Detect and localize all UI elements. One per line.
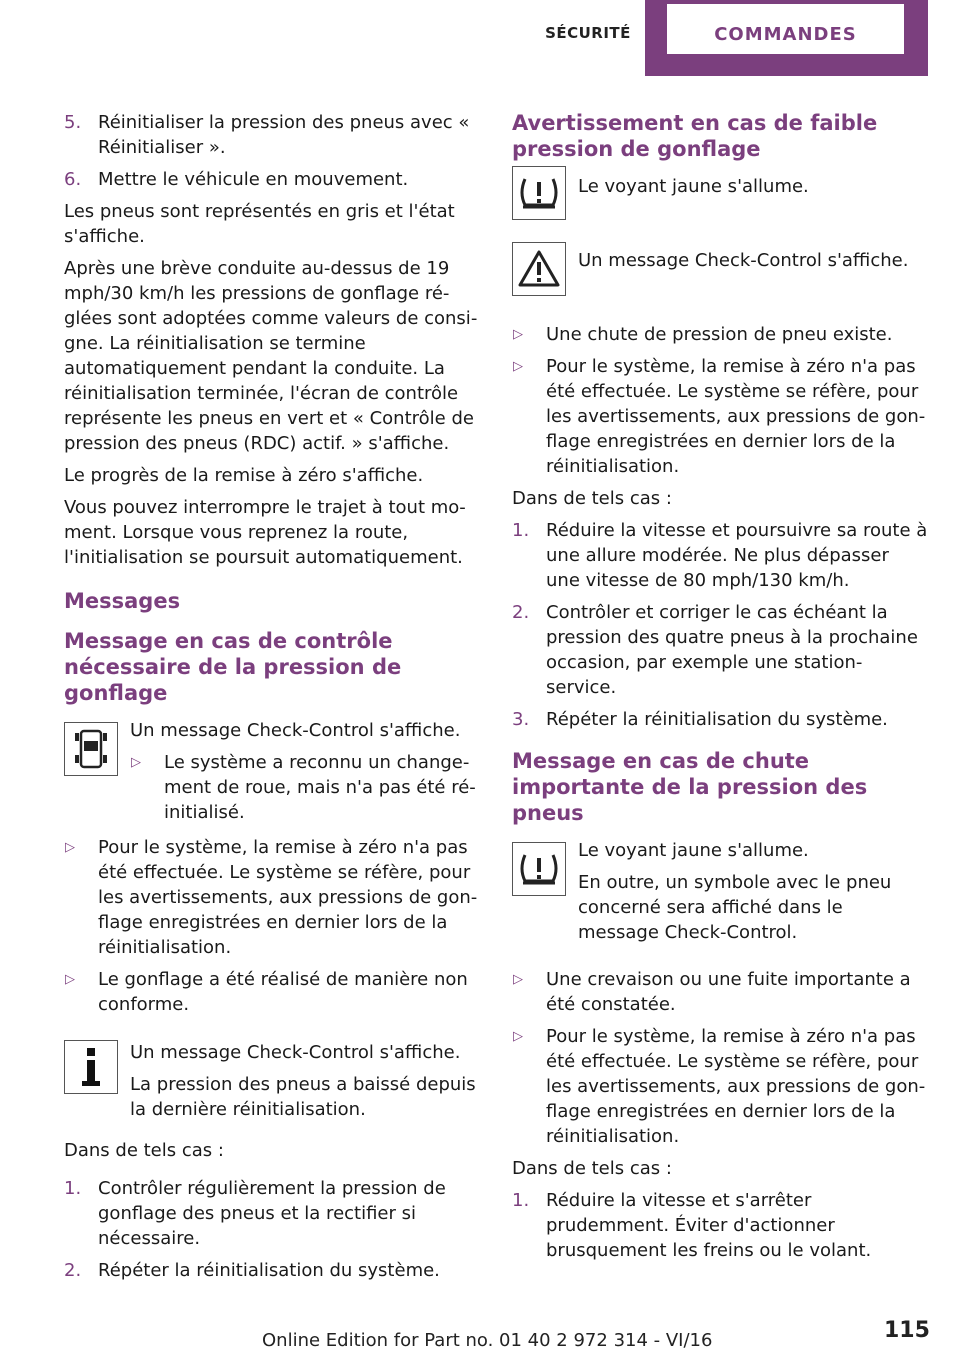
info-block: [64, 1040, 480, 1122]
step-text: Mettre le véhicule en mouvement.: [98, 169, 409, 190]
step-text: Réduire la vitesse et s'arrêter prudemment. Éviter d'actionner brusquement les freins ou le volant.: [546, 1190, 872, 1261]
tab-commandes[interactable]: [645, 0, 928, 76]
tab-securite[interactable]: SÉCURITÉ: [545, 24, 631, 42]
paragraph: Dans de tels cas :: [64, 1140, 224, 1161]
step-item: [64, 1258, 480, 1283]
paragraph: Les pneus sont représentés en gris et l'état s'affiche.: [64, 201, 455, 247]
warning-message-block: [512, 248, 928, 308]
paragraph: Le voyant jaune s'allume.: [578, 176, 809, 197]
right-column: [512, 110, 928, 1270]
tab-commandes-label: COMMANDES: [667, 4, 904, 54]
bullet-icon: ▷: [65, 840, 75, 855]
bullet-icon: ▷: [513, 1029, 523, 1044]
list-item: [64, 967, 480, 1017]
paragraph: Après une brève conduite au-dessus de 19 mph/30 km/h les pressions de gonflage réglées sont adoptées comme valeurs de consigne. La réinitialisation se termine automatiquement pendant la conduite. La réinitialisation terminée, l'écran de contrôle représente les pneus en vert et « Contrôle de pression des pneus (RDC) actif. » s'affiche.: [64, 258, 478, 454]
step-number: 1.: [64, 1178, 82, 1199]
page-footer: [0, 1316, 960, 1356]
paragraph: Le progrès de la remise à zéro s'affiche.: [64, 465, 424, 486]
paragraph: Dans de tels cas :: [512, 488, 672, 509]
step-text: Contrôler régulièrement la pression de gonflage des pneus et la rectifier si nécessaire.: [98, 1178, 446, 1249]
step-number: 5.: [64, 112, 82, 133]
left-column: [64, 110, 480, 1290]
step-number: 1.: [512, 520, 530, 541]
list-item: [130, 750, 480, 825]
list-item-text: Une crevaison ou une fuite importante a été constatée.: [546, 969, 911, 1015]
list-item: [512, 354, 928, 479]
list-item-text: Une chute de pression de pneu existe.: [546, 324, 893, 345]
tire-pressure-warning-icon: [512, 166, 566, 220]
step-item: [64, 110, 480, 160]
step-number: 6.: [64, 169, 82, 190]
bullet-icon: ▷: [513, 972, 523, 987]
step-text: Réinitialiser la pression des pneus avec « Réinitialiser ».: [98, 112, 470, 158]
subsection-heading: Avertissement en cas de faible pression de gonflage: [512, 111, 878, 161]
warning-triangle-icon: [512, 242, 566, 296]
step-text: Répéter la réinitialisation du système.: [98, 1260, 440, 1281]
paragraph: En outre, un symbole avec le pneu concerné sera affiché dans le message Check-Control.: [578, 872, 892, 943]
list-item-text: Pour le système, la remise à zéro n'a pas été effectuée. Le système se réfère, pour les avertissements, aux pressions de gonflage enregistrées en dernier lors de la réinitialisation.: [546, 1026, 926, 1147]
step-item: [512, 1188, 928, 1263]
paragraph: Vous pouvez interrompre le trajet à tout moment. Lorsque vous reprenez la route, l'initialisation se poursuit automatiquement.: [64, 497, 466, 568]
bullet-icon: ▷: [513, 359, 523, 374]
check-control-message: Un message Check-Control s'affiche.: [130, 1042, 461, 1063]
paragraph: La pression des pneus a baissé depuis la dernière réinitialisation.: [130, 1074, 476, 1120]
tire-pressure-warning-icon: [512, 842, 566, 896]
step-item: [64, 1176, 480, 1251]
list-item: [64, 835, 480, 960]
step-number: 3.: [512, 709, 530, 730]
bullet-icon: ▷: [131, 755, 141, 770]
check-control-message: Un message Check-Control s'affiche.: [578, 250, 909, 271]
bullet-icon: ▷: [513, 327, 523, 342]
tire-change-icon: [64, 722, 118, 776]
edition-note: Online Edition for Part no. 01 40 2 972 314 - VI/16: [262, 1330, 713, 1351]
paragraph: Dans de tels cas :: [512, 1158, 672, 1179]
list-item-text: Pour le système, la remise à zéro n'a pas été effectuée. Le système se réfère, pour les avertissements, aux pressions de gonflage enregistrées en dernier lors de la réinitialisation.: [98, 837, 478, 958]
subsection-heading: Message en cas de chute importante de la pression des pneus: [512, 749, 868, 825]
step-item: [512, 600, 928, 700]
subsection-heading: Message en cas de contrôle nécessaire de la pression de gonflage: [64, 629, 402, 705]
step-item: [512, 707, 928, 732]
warning-lamp-block: [512, 838, 928, 945]
section-heading: Messages: [64, 589, 181, 613]
step-text: Répéter la réinitialisation du système.: [546, 709, 888, 730]
warning-lamp-block: [512, 174, 928, 234]
step-text: Contrôler et corriger le cas échéant la pression des quatre pneus à la prochaine occasion, par exemple une station-service.: [546, 602, 918, 698]
step-item: [512, 518, 928, 593]
step-number: 2.: [512, 602, 530, 623]
info-icon: [64, 1040, 118, 1094]
list-item-text: Le système a reconnu un changement de roue, mais n'a pas été réinitialisé.: [164, 752, 476, 823]
step-item: [64, 167, 480, 192]
step-text: Réduire la vitesse et poursuivre sa route à une allure modérée. Ne plus dépasser une vitesse de 80 mph/130 km/h.: [546, 520, 928, 591]
check-control-block: [64, 718, 480, 825]
list-item-text: Pour le système, la remise à zéro n'a pas été effectuée. Le système se réfère, pour les avertissements, aux pressions de gonflage enregistrées en dernier lors de la réinitialisation.: [546, 356, 926, 477]
list-item: [512, 1024, 928, 1149]
check-control-message: Un message Check-Control s'affiche.: [130, 720, 461, 741]
step-number: 2.: [64, 1260, 82, 1281]
bullet-icon: ▷: [65, 972, 75, 987]
chapter-tabs: [531, 0, 928, 76]
paragraph: Le voyant jaune s'allume.: [578, 840, 809, 861]
step-number: 1.: [512, 1190, 530, 1211]
list-item: [512, 967, 928, 1017]
page-number: 115: [884, 1318, 930, 1343]
list-item-text: Le gonflage a été réalisé de manière non conforme.: [98, 969, 468, 1015]
list-item: [512, 322, 928, 347]
